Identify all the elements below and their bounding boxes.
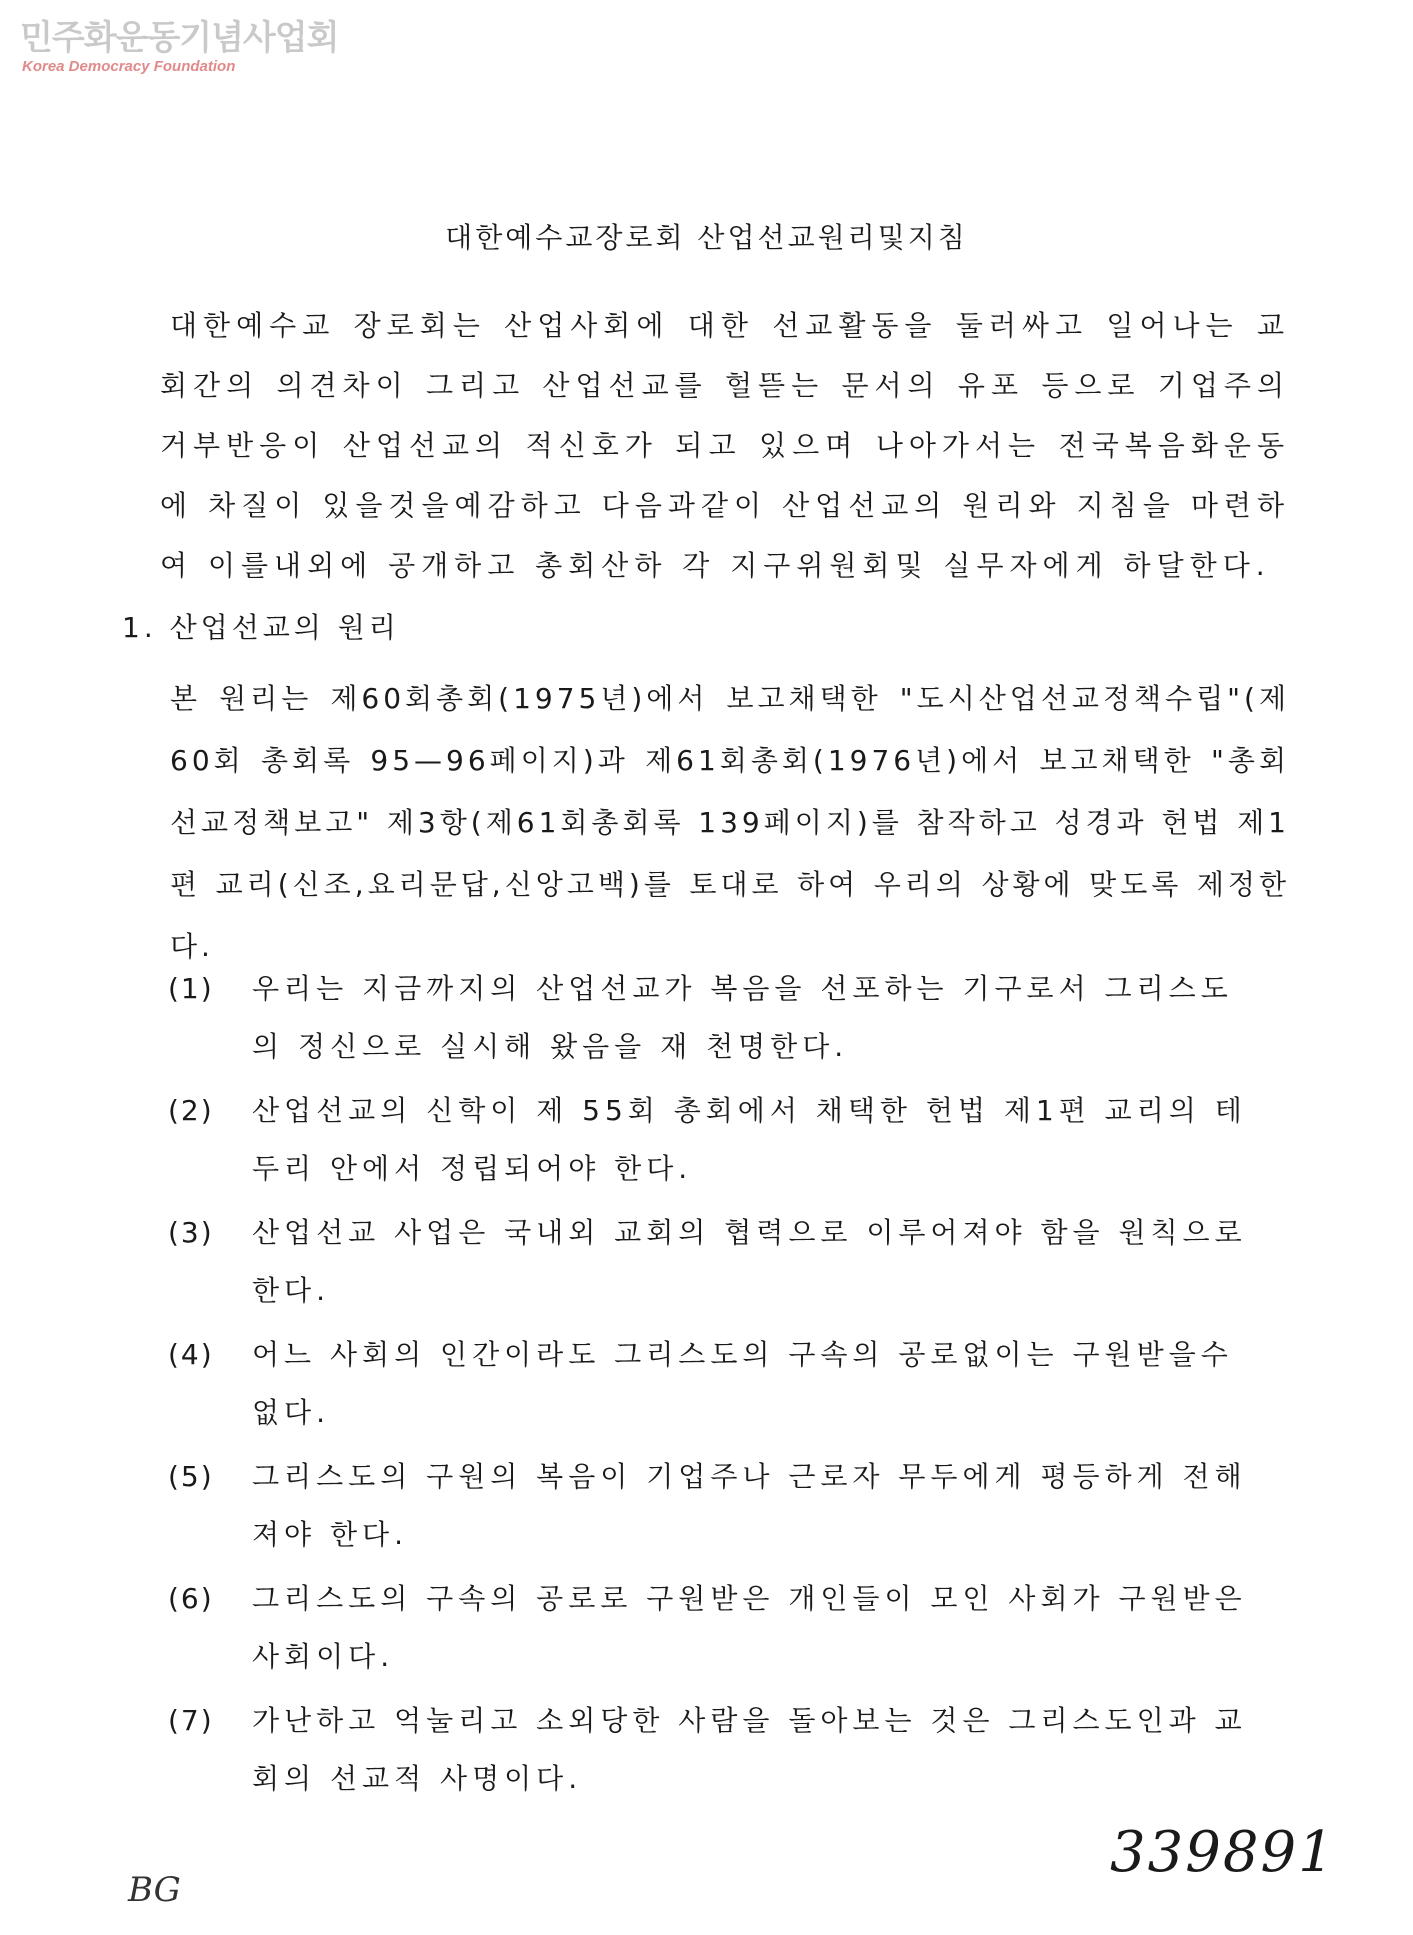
item-text: 어느 사회의 인간이라도 그리스도의 구속의 공로없이는 구원받을수 없다. bbox=[252, 1338, 1233, 1429]
item-text: 그리스도의 구원의 복음이 기업주나 근로자 무두에게 평등하게 전해져야 한다. bbox=[252, 1460, 1247, 1551]
handwritten-initials: BG bbox=[128, 1870, 181, 1910]
item-text: 산업선교의 신학이 제 55회 총회에서 채택한 헌법 제1편 교리의 테두리 안에서 정립되어야 한다. bbox=[252, 1094, 1247, 1185]
list-item bbox=[168, 1326, 1288, 1448]
item-text: 산업선교 사업은 국내외 교회의 협력으로 이루어져야 함을 원칙으로 한다. bbox=[252, 1216, 1247, 1307]
item-text: 우리는 지금까지의 산업선교가 복음을 선포하는 기구로서 그리스도의 정신으로 실시해 왔음을 재 천명한다. bbox=[252, 972, 1233, 1063]
item-number: (2) bbox=[168, 1094, 214, 1127]
item-number: (6) bbox=[168, 1582, 214, 1615]
item-number: (1) bbox=[168, 972, 214, 1005]
principles-list bbox=[168, 960, 1288, 1814]
item-number: (4) bbox=[168, 1338, 214, 1371]
list-item bbox=[168, 1448, 1288, 1570]
section-body-paragraph: 본 원리는 제60회총회(1975년)에서 보고채택한 "도시산업선교정책수립"(제60회 총회록 95—96페이지)과 제61회총회(1976년)에서 보고채택한 "총회선교정책보고" 제3항(제61회총회록 139페이지)를 참작하고 성경과 헌법 제1편 교리(신조,요리문답,신앙고백)를 토대로 하여 우리의 상황에 맞도록 제정한다. bbox=[170, 682, 1290, 963]
item-number: (3) bbox=[168, 1216, 214, 1249]
item-number: (7) bbox=[168, 1704, 214, 1737]
item-text: 그리스도의 구속의 공로로 구원받은 개인들이 모인 사회가 구원받은 사회이다. bbox=[252, 1582, 1247, 1673]
handwritten-document-number: 339891 bbox=[1110, 1820, 1336, 1885]
item-number: (5) bbox=[168, 1460, 214, 1493]
list-item bbox=[168, 960, 1288, 1082]
list-item bbox=[168, 1204, 1288, 1326]
list-item bbox=[168, 1082, 1288, 1204]
watermark-korean: 민주화운동기념사업회 bbox=[20, 18, 339, 58]
list-item bbox=[168, 1692, 1288, 1814]
watermark-english: Korea Democracy Foundation bbox=[22, 58, 236, 75]
intro-paragraph: 대한예수교 장로회는 산업사회에 대한 선교활동을 둘러싸고 일어나는 교회간의 의견차이 그리고 산업선교를 헐뜯는 문서의 유포 등으로 기업주의거부반응이 산업선교의 적신호가 되고 있으며 나아가서는 전국복음화운동 에 차질이 있을것을예감하고 다음과같이 산업선교의 원리와 지침을 마련하여 이를내외에 공개하고 총회산하 각 지구위원회및 실무자에게 하달한다. bbox=[160, 309, 1290, 582]
document-title: 대한예수교장로회 산업선교원리및지침 bbox=[445, 221, 968, 254]
item-text: 가난하고 억눌리고 소외당한 사람을 돌아보는 것은 그리스도인과 교회의 선교적 사명이다. bbox=[252, 1704, 1247, 1795]
list-item bbox=[168, 1570, 1288, 1692]
section-heading: 1. 산업선교의 원리 bbox=[122, 611, 400, 644]
